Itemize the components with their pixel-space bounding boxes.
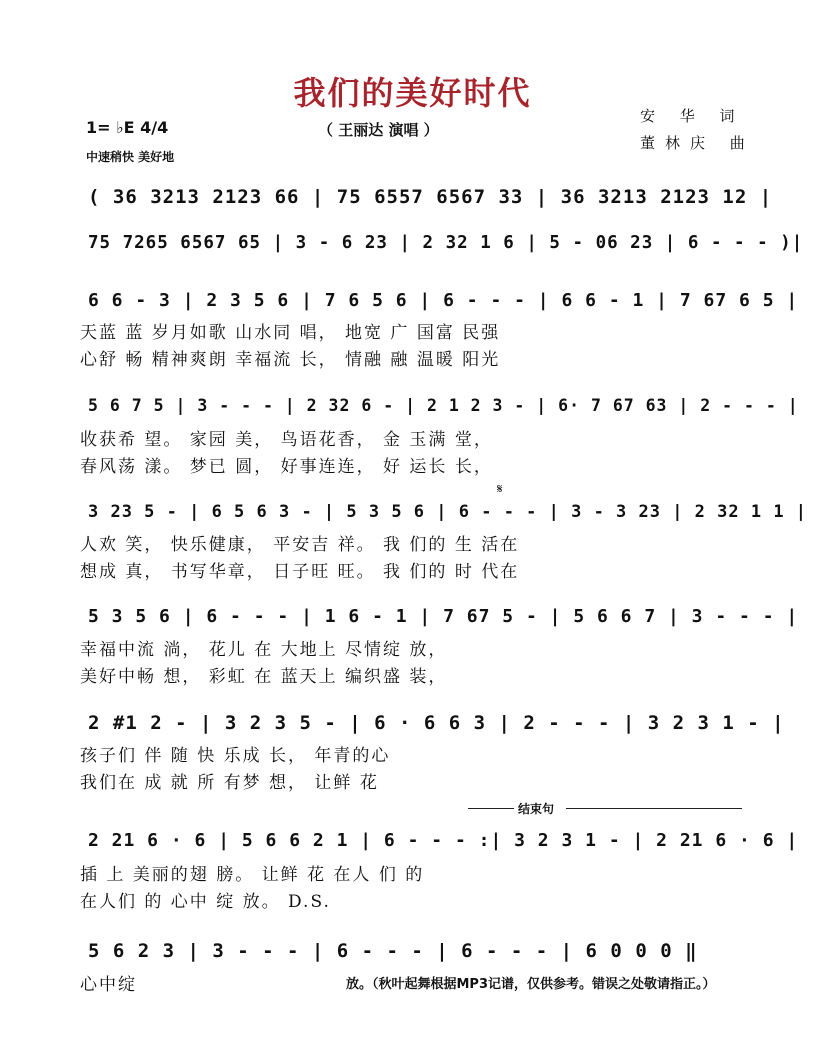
notation-row: 3 23 5 - | 6 5 6 3 - | 5 3 5 6 | 6 - - - | 3 - 3 23 | 2 32 1 1 |	[88, 502, 808, 522]
performer-label: （ 王丽达 演唱 ）	[318, 121, 439, 139]
lyric-line: 心中绽	[80, 975, 137, 995]
segno-sign: 𝄋	[497, 482, 503, 497]
lyric-line: 人欢 笑， 快乐健康， 平安吉 祥。 我 们的 生 活在	[80, 535, 520, 555]
notation-row: 5 3 5 6 | 6 - - - | 1 6 - 1 | 7 67 5 - | 5 6 6 7 | 3 - - - |	[88, 606, 799, 627]
lyric-line: 我们在 成 就 所 有梦 想， 让鲜 花	[80, 773, 379, 793]
lyric-line: 收获希 望。 家园 美， 鸟语花香， 金 玉满 堂，	[80, 430, 493, 450]
transcriber-note: 放。（秋叶起舞根据MP3记谱，仅供参考。错误之处敬请指正。）	[346, 977, 716, 992]
lyric-line: 在人们 的 心中 绽 放。 D.S.	[80, 892, 331, 912]
lyric-line: 孩子们 伴 随 快 乐成 长， 年青的心	[80, 746, 391, 766]
notation-row: 2 21 6 · 6 | 5 6 6 2 1 | 6 - - - :| 3 2 3 1 - | 2 21 6 · 6 |	[88, 830, 799, 851]
key-signature: 1= ♭E 4/4	[86, 118, 169, 137]
notation-row: 5 6 7 5 | 3 - - - | 2 32 6 - | 2 1 2 3 - | 6· 7 67 63 | 2 - - - |	[88, 396, 799, 415]
notation-row: 6 6 - 3 | 2 3 5 6 | 7 6 5 6 | 6 - - - | 6 6 - 1 | 7 67 6 5 |	[88, 290, 799, 311]
tempo-marking: 中速稍快 美好地	[86, 150, 175, 164]
notation-row: 75 7265 6567 65 | 3 - 6 23 | 2 32 1 6 | 5 - 06 23 | 6 - - - )|	[88, 233, 804, 253]
lyricist-credit: 安 华 词	[640, 107, 745, 125]
song-title: 我们的美好时代	[293, 74, 532, 112]
lyric-line: 插 上 美丽的翅 膀。 让鲜 花 在人 们 的	[80, 865, 425, 885]
ending-bracket	[566, 808, 742, 809]
lyric-line: 想成 真， 书写华章， 日子旺 旺。 我 们的 时 代在	[80, 562, 520, 582]
composer-credit: 董林庆 曲	[640, 134, 755, 152]
lyric-line: 幸福中流 淌， 花儿 在 大地上 尽情绽 放，	[80, 640, 448, 660]
ending-bracket	[468, 808, 514, 809]
notation-row: 2 #1 2 - | 3 2 3 5 - | 6 · 6 6 3 | 2 - - - | 3 2 3 1 - |	[88, 712, 785, 734]
lyric-line: 心舒 畅 精神爽朗 幸福流 长， 情融 融 温暖 阳光	[80, 350, 501, 370]
notation-row: ( 36 3213 2123 66 | 75 6557 6567 33 | 36 3213 2123 12 |	[88, 186, 773, 208]
lyric-line: 天蓝 蓝 岁月如歌 山水同 唱， 地宽 广 国富 民强	[80, 323, 501, 343]
lyric-line: 春风荡 漾。 梦已 圆， 好事连连， 好 运长 长，	[80, 457, 493, 477]
ending-label: 结束句	[518, 802, 555, 816]
notation-row: 5 6 2 3 | 3 - - - | 6 - - - | 6 - - - | 6 0 0 0 ‖	[88, 940, 698, 962]
lyric-line: 美好中畅 想， 彩虹 在 蓝天上 编织盛 装，	[80, 667, 448, 687]
